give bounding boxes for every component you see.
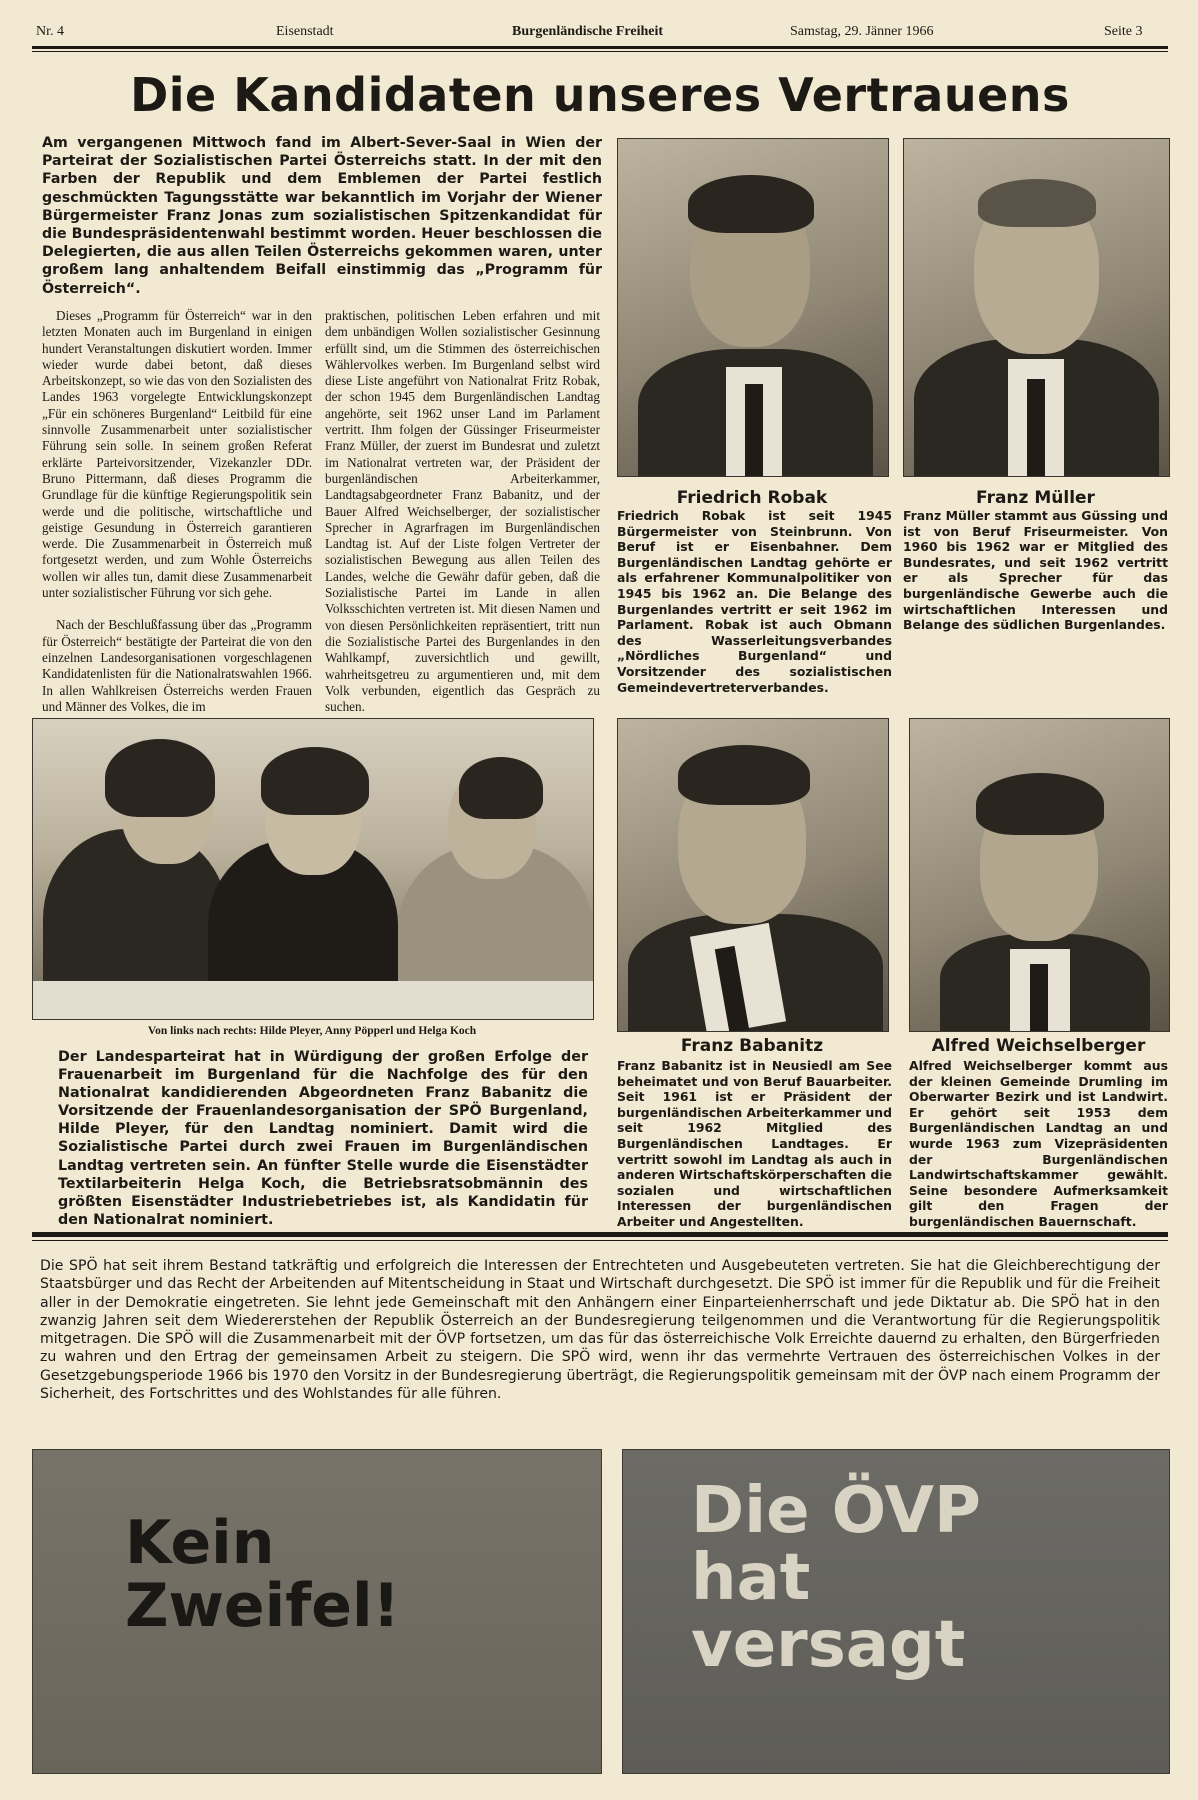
portrait-photo-babanitz: [617, 718, 889, 1032]
portrait-tie: [745, 384, 763, 477]
page-number: Seite 3: [1104, 24, 1143, 39]
header-rule: [32, 46, 1168, 49]
group-photo-women: [32, 718, 594, 1020]
candidate-name: Franz Babanitz: [680, 1036, 824, 1056]
article-paragraph: Dieses „Programm für Österreich“ war in den letzten Monaten auch im Burgenland in einigen hundert Veranstaltungen diskutiert worden. Immer wieder wurde dabei betont, daß dieses Arbeitskonzept, so wie das von den Sozialisten des Landes 1963 vorgelegte Entwicklungskonzept „Für ein schöneres Burgenland“ Leitbild für eine sinnvolle Zusammenarbeit unter sozialistischer Führung sein solle. In seinem großen Referat erklärte Parteivorsitzender, Vizekanzler DDr. Bruno Pittermann, daß dieses Programm die Grundlage für die künftige Regierungspolitik sein werde und die politische, wirtschaftliche und geistige Gesundung in Österreich garantieren werde. Die Zusammenarbeit in Österreich muß fortgesetzt werden, und zum Wohle Österreichs wollen wir alles tun, damit diese Zusammenarbeit unter sozialistischer Führung vor sich gehe.: [42, 308, 312, 601]
woman-hair: [105, 739, 215, 817]
article-column-2: [325, 308, 600, 715]
issue-number: Nr. 4: [36, 24, 64, 39]
newspaper-name: Burgenländische Freiheit: [512, 24, 664, 39]
poster-text: [125, 1508, 400, 1641]
article-paragraph: Nach der Beschlußfassung über das „Programm für Österreich“ bestätigte der Parteirat die von den einzelnen Landesorganisationen vorgeschlagenen Kandidatenlisten für die Nationalratswahlen 1966. In allen Wahlkreisen Österreichs werden Frauen und Männer des Volkes, die im: [42, 617, 312, 714]
page-headline: Die Kandidaten unseres Vertrauens: [130, 68, 1070, 122]
candidate-name: Friedrich Robak: [676, 488, 828, 508]
poster-line: versagt: [691, 1608, 966, 1683]
group-photo-caption: Von links nach rechts: Hilde Pleyer, Anny Pöpperl und Helga Koch: [147, 1025, 477, 1037]
woman-hair: [261, 747, 369, 815]
poster-kein-zweifel: [32, 1449, 602, 1774]
lead-paragraph: Am vergangenen Mittwoch fand im Albert-Sever-Saal in Wien der Parteirat der Sozialistischen Partei Österreichs statt. In der mit den Farben der Republik und dem Emblemen der Partei festlich geschmückten Tagungsstätte war bekanntlich im Vorjahr der Wiener Bürgermeister Franz Jonas zum sozialistischen Spitzenkandidat für die Bundespräsidentenwahl bestimmt worden. Heuer beschlossen die Delegierten, die aus allen Teilen Österreichs gekommen waren, unter großem lang anhaltendem Beifall einstimmig das „Programm für Österreich“.: [42, 135, 602, 297]
portrait-photo-robak: [617, 138, 889, 477]
poster-text: [691, 1474, 981, 1683]
poster-line: Zweifel!: [125, 1571, 400, 1641]
candidate-name: Alfred Weichselberger: [931, 1036, 1146, 1056]
issue-date: Samstag, 29. Jänner 1966: [790, 24, 934, 39]
poster-oevp-hat-versagt: [622, 1449, 1170, 1774]
portrait-hair: [978, 179, 1096, 227]
candidate-bio: Friedrich Robak ist seit 1945 Bürgermeister von Steinbrunn. Von Beruf ist er Eisenbahner. Dem Burgenländischen Landtag gehörte er als erfahrener Kommunalpolitiker von 1945 bis 1962 an. Die Belange des Burgenlandes vertritt er seit 1962 im Parlament. Robak ist auch Obmann des Wasserleitungsverbandes „Nördliches Burgenland“ und Vorsitzender des sozialistischen Gemeindevertreterverbandes.: [617, 508, 892, 695]
portrait-tie: [1027, 379, 1045, 477]
candidate-bio: Alfred Weichselberger kommt aus der kleinen Gemeinde Drumling im Oberwarter Bezirk und ist Landwirt. Er gehört seit 1953 dem Burgenländischen Landtag an und wurde 1963 zum Vizepräsidenten der Burgenländischen Landwirtschaftskammer gewählt. Seine besondere Aufmerksamkeit gilt den Fragen der burgenländischen Bauernschaft.: [909, 1058, 1168, 1229]
portrait-hair: [678, 745, 810, 805]
party-statement: Die SPÖ hat seit ihrem Bestand tatkräftig und erfolgreich die Interessen der Entrechteten und Ausgebeuteten vertreten. Sie hat die Gleichberechtigung der Staatsbürger und das Recht der Arbeitenden auf Mitentscheidung in Staat und Wirtschaft durchgesetzt. Die SPÖ ist immer für die Republik und für die Freiheit aller in der Demokratie eingetreten. Sie lehnt jede Gemeinschaft mit den Anhängern einer Einparteienherrschaft und jede Diktatur ab. Die SPÖ hat in den zwanzig Jahren seit dem Wiedererstehen der Republik Österreich an der Bundesregierung teilgenommen und die Verantwortung für die Regierungspolitik mitgetragen. Die SPÖ will die Zusammenarbeit mit der ÖVP fortsetzen, um das für das österreichische Volk Erreichte dauernd zu erhalten, den Bürgerfrieden zu wahren und den Ertrag der gemeinsamen Arbeit zu steigern. Die SPÖ wird, wenn ihr das vermehrte Vertrauen des österreichischen Volkes in der Gesetzgebungsperiode 1966 bis 1970 den Vorsitz in der Bundesregierung überträgt, die Regierungspolitik gemeinsam mit der ÖVP nach einem Programm der Sicherheit, des Fortschrittes und des Wohlstandes für alle führen.: [40, 1258, 1160, 1403]
poster-line: Die ÖVP: [691, 1474, 981, 1548]
candidate-bio: Franz Müller stammt aus Güssing und ist von Beruf Friseurmeister. Von 1960 bis 1962 war er Mitglied des Bundesrates, und seit 1962 vertritt er als Sprecher für das burgenländische Gewerbe auch die wirtschaftlichen Interessen und Belange des südlichen Burgenlandes.: [903, 508, 1168, 633]
portrait-hair: [976, 773, 1104, 835]
city-name: Eisenstadt: [276, 24, 334, 39]
section-rule-thin: [32, 1240, 1168, 1241]
portrait-photo-weichselberger: [909, 718, 1170, 1032]
table-surface: [33, 981, 593, 1019]
portrait-hair: [688, 175, 814, 233]
section-rule: [32, 1232, 1168, 1237]
woman-hair: [459, 757, 543, 819]
candidate-bio: Franz Babanitz ist in Neusiedl am See beheimatet und von Beruf Bauarbeiter. Seit 1961 ist er Präsident der burgenländischen Arbeiterkammer und seit 1962 Mitglied des Burgenländischen Landtages. Er vertritt sowohl im Landtag als auch in anderen Wirtschaftskörperschaften die sozialen und wirtschaftlichen Interessen der burgenländischen Arbeiter und Angestellten.: [617, 1058, 892, 1229]
candidate-name: Franz Müller: [976, 488, 1095, 508]
poster-line: Kein: [125, 1508, 275, 1578]
article-paragraph: praktischen, politischen Leben erfahren und mit dem unbändigen Wollen sozialistischer Gesinnung erfüllt sind, um die Stimmen des österreichischen Wählervolkes werben. Im Burgenland selbst wird diese Liste angeführt von Nationalrat Fritz Robak, der schon 1945 dem Burgenländischen Landtag angehörte, seit 1962 unser Land im Parlament vertritt. Ihm folgen der Güssinger Friseurmeister Franz Müller, der zuerst im Bundesrat und zuletzt im Nationalrat vertreten war, der Präsident der burgenländischen Arbeiterkammer, Landtagsabgeordneter Franz Babanitz, und der Bauer Alfred Weichselberger, der sozialistischer Sprecher in Agrarfragen im Burgenländischen Landtag ist. Auf der Liste folgen Vertreter der sozialistischen Bewegung aus allen Teilen des Landes, welche die Gewähr dafür geben, daß die Sozialistische Partei im Lande in allen Volksschichten vertreten ist. Mit diesen Namen und von diesen Persönlichkeiten repräsentiert, tritt nun die Sozialistische Partei des Burgenlandes in den Wahlkampf, zuversichtlich und gewillt, wahrheitsgetreu zu argumentieren und, mit dem Volk verbunden, eigentlich das Gespräch zu suchen.: [325, 308, 600, 715]
article-column-1: [42, 308, 312, 715]
portrait-photo-mueller: [903, 138, 1170, 477]
poster-line: hat: [691, 1541, 811, 1616]
portrait-tie: [1030, 964, 1048, 1032]
header-rule-thin: [32, 51, 1168, 52]
masthead-bar: [32, 20, 1168, 44]
group-photo-text: Der Landesparteirat hat in Würdigung der großen Erfolge der Frauenarbeit im Burgenland für die Nachfolge des für den Nationalrat kandidierenden Abgeordneten Franz Babanitz die Vorsitzende der Frauenlandesorganisation der SPÖ Burgenland, Hilde Pleyer, für den Landtag nominiert. Damit wird die Sozialistische Partei durch zwei Frauen im Burgenländischen Landtag vertreten sein. An fünfter Stelle wurde die Eisenstädter Textilarbeiterin Helga Koch, die Betriebsratsobmännin des größten Eisenstädter Industriebetriebes ist, als Kandidatin für den Nationalrat nominiert.: [58, 1049, 588, 1228]
